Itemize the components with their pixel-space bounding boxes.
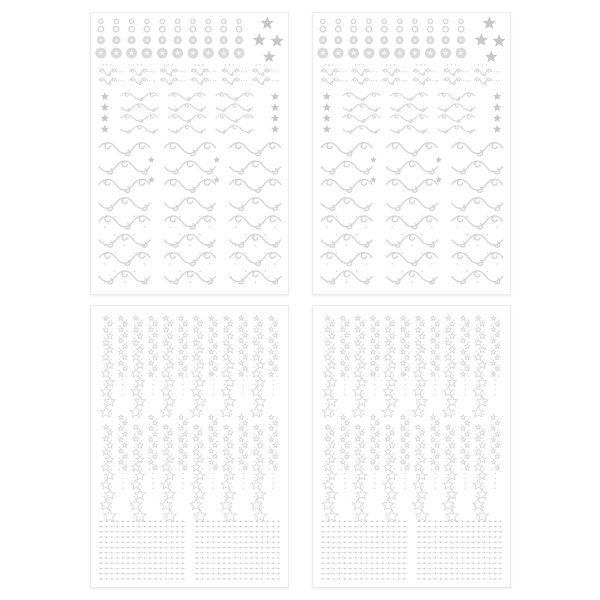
dots-swirls-artwork-icon [91, 13, 288, 294]
star-cascades-artwork-icon [91, 306, 288, 587]
sticker-sheet-star-cascades-1 [90, 305, 289, 588]
sticker-sheet-dots-swirls-2 [312, 12, 511, 295]
star-cascades-artwork-icon [313, 306, 510, 587]
sticker-sheet-star-cascades-2 [312, 305, 511, 588]
dots-swirls-artwork-icon [313, 13, 510, 294]
sticker-sheet-dots-swirls-1 [90, 12, 289, 295]
